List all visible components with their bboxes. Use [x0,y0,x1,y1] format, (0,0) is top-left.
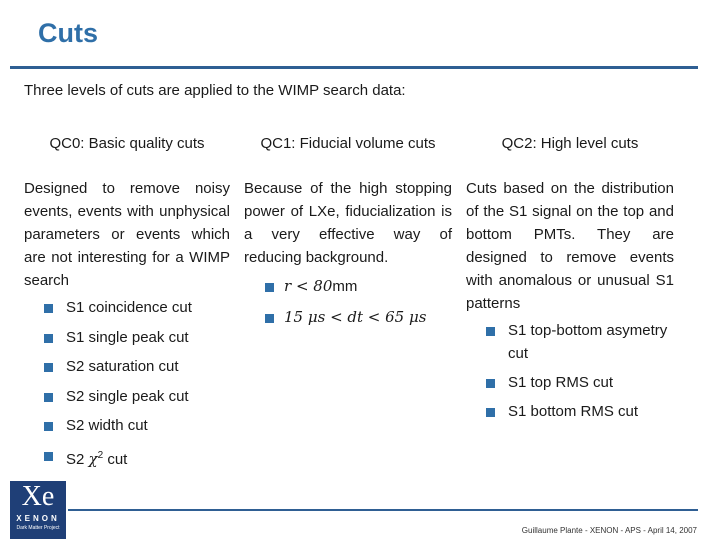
column-description: Designed to remove noisy events, events with unphysical parameters or events which are not interesting for a WIMP search [24,180,230,289]
column-description: Because of the high stopping power of LXe, fiducialization is a very effective way of reducing background. [244,180,452,266]
math-expression: r < 80 [284,277,333,295]
square-bullet-icon [486,408,495,417]
list-item: S1 single peak cut [24,326,230,349]
square-bullet-icon [44,334,53,343]
square-bullet-icon [486,379,495,388]
unit-label: mm [332,278,358,295]
column-qc2 [466,132,674,429]
square-bullet-icon [44,363,53,372]
logo-tagline: Dark Matter Project [16,525,60,531]
square-bullet-icon [44,304,53,313]
list-item: S2 single peak cut [24,385,230,408]
column-heading: QC2: High level cuts [501,135,639,152]
list-item: S1 top-bottom asymetry cut [466,319,674,365]
footer-text: Guillaume Plante - XENON - APS - April 14, 2007 [521,526,697,535]
column-heading: QC1: Fiducial volume cuts [260,135,436,152]
logo-brand: XENON [16,514,60,523]
cut-list [24,296,230,471]
intro-text: Three levels of cuts are applied to the WIMP search data: [24,82,406,99]
column-description: Cuts based on the distribution of the S1 signal on the top and bottom PMTs. They are designed to remove events with anomalous or unusual S1 patterns [466,180,674,312]
xenon-logo [10,481,66,539]
column-heading: QC0: Basic quality cuts [49,135,205,152]
list-item: S1 bottom RMS cut [466,400,674,423]
square-bullet-icon [44,452,53,461]
math-expression: 15 μs < dt < 65 μs [284,308,427,326]
square-bullet-icon [486,327,495,336]
list-item: S2 width cut [24,414,230,437]
list-item: S1 coincidence cut [24,296,230,319]
list-item [244,275,452,298]
column-qc1 [244,132,452,337]
cut-list [466,319,674,423]
list-item: S2 $\chi^2$ cut [24,444,230,471]
slide-title: Cuts [38,18,98,48]
chi-symbol: χ [88,449,98,468]
square-bullet-icon [265,314,274,323]
list-item: S2 saturation cut [24,355,230,378]
list-item [244,306,452,329]
title-divider [10,66,698,69]
column-qc0 [24,132,230,478]
list-item: S1 top RMS cut [466,371,674,394]
square-bullet-icon [265,283,274,292]
cut-list [244,275,452,329]
logo-symbol: Xe [21,481,55,512]
square-bullet-icon [44,393,53,402]
footer-divider [68,509,698,511]
square-bullet-icon [44,422,53,431]
